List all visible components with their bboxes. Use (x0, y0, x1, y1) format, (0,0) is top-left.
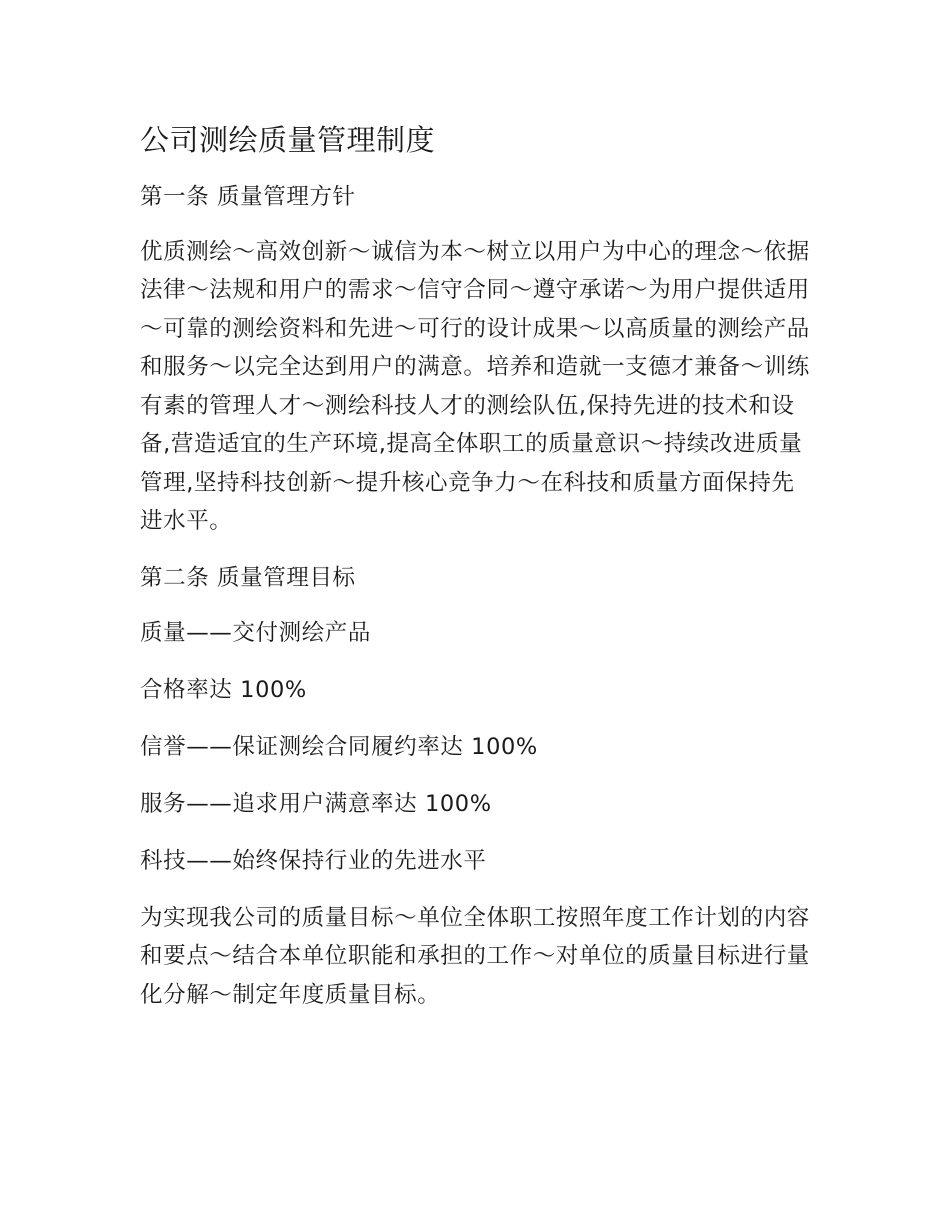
article-2-body: 为实现我公司的质量目标～单位全体职工按照年度工作计划的内容和要点～结合本单位职能和承担的工作～对单位的质量目标进行量化分解～制定年度质量目标。 (140, 904, 810, 1008)
goal-quality: 质量——交付测绘产品 (140, 619, 372, 646)
article-1-heading: 第一条 质量管理方针 (140, 184, 356, 210)
goal-technology: 科技——始终保持行业的先进水平 (140, 847, 487, 874)
article-1-body: 优质测绘～高效创新～诚信为本～树立以用户为中心的理念～依据法律～法规和用户的需求～信守合同～遵守承诺～为用户提供适用～可靠的测绘资料和先进～可行的设计成果～以高质量的测绘产品和服务～以完全达到用户的满意。培养和造就一支德才兼备～训练有素的管理人才～测绘科技人才的测绘队伍,保持先进的技术和设备,营造适宜的生产环境,提高全体职工的质量意识～持续改进质量管理,坚持科技创新～提升核心竞争力～在科技和质量方面保持先进水平。 (140, 238, 810, 534)
goal-service: 服务——追求用户满意率达 100% (140, 790, 492, 817)
article-2-heading: 第二条 质量管理目标 (140, 565, 356, 591)
document-title: 公司测绘质量管理制度 (140, 123, 436, 157)
goal-reputation: 信誉——保证测绘合同履约率达 100% (140, 733, 538, 760)
document-page (140, 118, 812, 1033)
goal-pass-rate: 合格率达 100% (140, 676, 307, 703)
